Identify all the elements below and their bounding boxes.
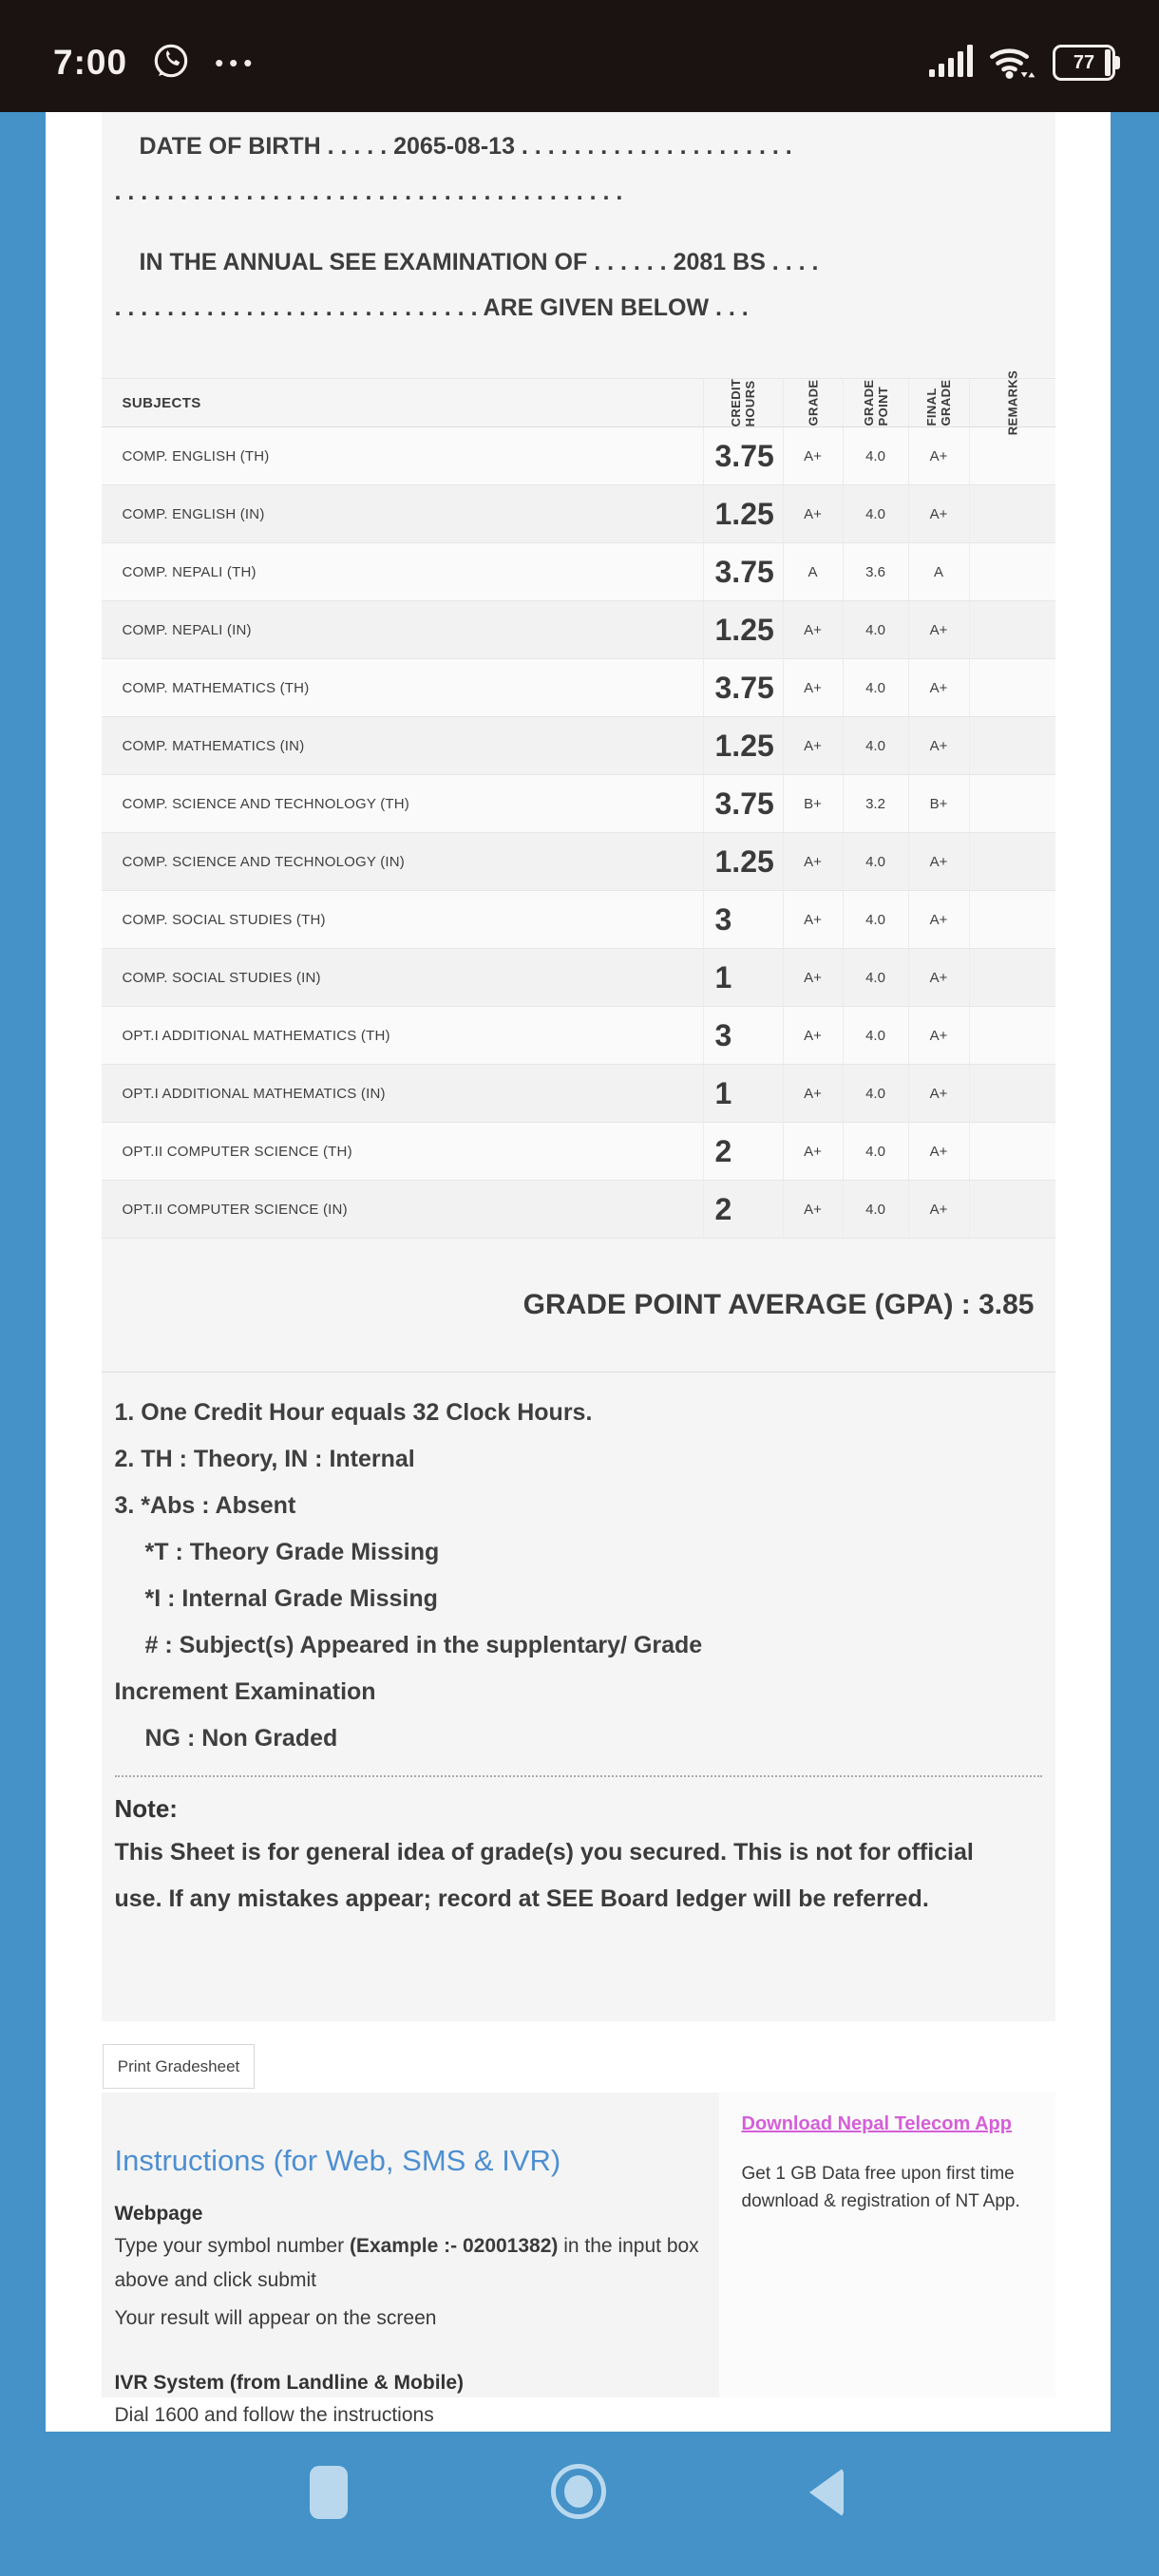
point-cell: 4.0 [843,1065,908,1122]
signal-strength-icon [929,45,973,82]
credit-cell: 3.75 [703,775,783,832]
table-body [102,427,1055,1239]
note-line: # : Subject(s) Appeared in the supplentary/ Grade [144,1632,703,1658]
battery-percent: 77 [1073,51,1095,73]
point-cell: 3.6 [843,543,908,600]
remarks-cell [969,1065,1055,1122]
grade-cell: A+ [783,1181,843,1238]
subject-cell: COMP. SOCIAL STUDIES (TH) [122,911,326,928]
subject-cell: COMP. SCIENCE AND TECHNOLOGY (TH) [122,795,409,812]
table-row [102,543,1055,601]
ivr-line: Dial 1600 and follow the instructions [114,2404,434,2426]
home-button-dot [564,2475,593,2508]
col-header-credit-hours: CREDIT HOURS [703,379,783,426]
final-cell: A+ [908,601,969,658]
note-title: Note: [114,1794,178,1823]
remarks-cell [969,891,1055,948]
credit-cell: 3.75 [703,543,783,600]
point-cell: 4.0 [843,601,908,658]
subject-cell: COMP. NEPALI (IN) [122,621,252,638]
grade-cell: A+ [783,891,843,948]
credit-cell: 1.25 [703,717,783,774]
subject-cell: COMP. MATHEMATICS (TH) [122,679,310,696]
credit-cell: 1.25 [703,833,783,890]
col-header-final-grade: FINAL GRADE [908,379,969,426]
grade-cell: A+ [783,601,843,658]
final-cell: A+ [908,717,969,774]
webpage-heading: Webpage [114,2203,203,2225]
subject-cell: COMP. ENGLISH (TH) [122,447,270,464]
promo-text: Get 1 GB Data free upon first time download & registration of NT App. [741,2164,1020,2211]
table-row [102,775,1055,833]
point-cell: 4.0 [843,949,908,1006]
note-body: This Sheet is for general idea of grade(s) you secured. This is not for official use. If any mistakes appear; record at SEE Board ledger will be referred. [114,1839,974,1912]
note-line: 3. *Abs : Absent [114,1492,296,1519]
final-cell: A+ [908,1065,969,1122]
whatsapp-notification-icon [152,42,190,85]
point-cell: 4.0 [843,833,908,890]
credit-cell: 2 [703,1181,783,1238]
battery-tip [1115,56,1120,69]
final-cell: A+ [908,427,969,484]
subject-cell: OPT.I ADDITIONAL MATHEMATICS (IN) [122,1085,386,1102]
point-cell: 4.0 [843,1007,908,1064]
remarks-cell [969,1181,1055,1238]
remarks-cell [969,1123,1055,1180]
point-cell: 4.0 [843,1181,908,1238]
table-row [102,891,1055,949]
more-notifications-icon: ••• [215,47,258,77]
remarks-cell [969,833,1055,890]
remarks-cell [969,949,1055,1006]
table-row [102,1007,1055,1065]
credit-cell: 3 [703,891,783,948]
col-header-grade: GRADE [783,379,843,426]
final-cell: A+ [908,1123,969,1180]
battery-icon [1053,45,1115,81]
grade-cell: A+ [783,485,843,542]
subject-cell: COMP. SCIENCE AND TECHNOLOGY (IN) [122,853,405,870]
home-button[interactable] [551,2464,606,2519]
point-cell: 4.0 [843,427,908,484]
grade-cell: A+ [783,1007,843,1064]
subject-cell: COMP. ENGLISH (IN) [122,505,265,522]
dob-line-1: DATE OF BIRTH . . . . . 2065-08-13 . . . . . . . . . . . . . . . . . . . . . [139,133,792,160]
grade-cell: A+ [783,717,843,774]
table-row [102,833,1055,891]
subject-cell: OPT.II COMPUTER SCIENCE (IN) [122,1201,348,1218]
grades-table [102,369,1055,1239]
table-row [102,601,1055,659]
gpa-text: GRADE POINT AVERAGE (GPA) : 3.85 [522,1289,1035,1320]
instructions-column [102,2093,719,2426]
instructions-title: Instructions (for Web, SMS & IVR) [114,2144,561,2177]
print-gradesheet-button[interactable]: Print Gradesheet [103,2044,255,2089]
grade-cell: A+ [783,1065,843,1122]
point-cell: 4.0 [843,659,908,716]
grade-cell: A+ [783,1123,843,1180]
grade-cell: A [783,543,843,600]
point-cell: 4.0 [843,891,908,948]
status-bar [0,0,1159,112]
credit-cell: 1.25 [703,601,783,658]
exam-line-1: IN THE ANNUAL SEE EXAMINATION OF . . . . . . 2081 BS . . . . [139,249,819,275]
grade-cell: A+ [783,427,843,484]
back-button[interactable] [809,2468,844,2517]
table-row [102,1065,1055,1123]
subject-cell: COMP. NEPALI (TH) [122,563,256,580]
final-cell: A [908,543,969,600]
recents-button[interactable] [310,2466,348,2519]
final-cell: A+ [908,1181,969,1238]
col-header-remarks: REMARKS [969,379,1055,426]
table-row [102,1123,1055,1181]
point-cell: 3.2 [843,775,908,832]
final-cell: A+ [908,949,969,1006]
credit-cell: 3.75 [703,427,783,484]
table-row [102,717,1055,775]
credit-cell: 1 [703,949,783,1006]
grade-cell: A+ [783,659,843,716]
table-row [102,949,1055,1007]
table-row [102,1181,1055,1239]
ivr-heading: IVR System (from Landline & Mobile) [114,2372,465,2394]
grade-cell: A+ [783,949,843,1006]
remarks-cell [969,543,1055,600]
grade-cell: A+ [783,833,843,890]
instructions-section [102,2093,1055,2426]
download-nt-app-link[interactable]: Download Nepal Telecom App [741,2113,1012,2134]
final-cell: A+ [908,659,969,716]
final-cell: A+ [908,485,969,542]
note-line: *T : Theory Grade Missing [144,1539,440,1565]
wifi-icon [988,41,1037,85]
promo-column [719,2093,1055,2397]
note-line: NG : Non Graded [144,1725,338,1752]
subject-cell: COMP. MATHEMATICS (IN) [122,737,305,754]
note-line: *I : Internal Grade Missing [144,1585,438,1612]
date-of-birth-text [102,112,1055,215]
col-header-subjects: SUBJECTS [122,394,201,411]
webpage-instruction-line: Type your symbol number (Example :- 02001382) in the input box above and click submit [114,2235,699,2291]
remarks-cell [969,659,1055,716]
dob-line-2: . . . . . . . . . . . . . . . . . . . . . . . . . . . . . . . . . . . . . . . [114,179,623,205]
remarks-cell [969,775,1055,832]
point-cell: 4.0 [843,717,908,774]
credit-cell: 1 [703,1065,783,1122]
battery-fill [1105,49,1111,76]
final-cell: A+ [908,833,969,890]
remarks-cell [969,1007,1055,1064]
table-row [102,427,1055,485]
exam-line-2: . . . . . . . . . . . . . . . . . . . . . . . . . . . . ARE GIVEN BELOW . . . [114,294,749,321]
notes-list [102,1373,1055,1762]
webpage-result-line: Your result will appear on the screen [114,2307,437,2329]
exam-year-text [102,239,1055,331]
remarks-cell [969,717,1055,774]
credit-cell: 1.25 [703,485,783,542]
subject-cell: COMP. SOCIAL STUDIES (IN) [122,969,321,986]
point-cell: 4.0 [843,485,908,542]
note-line: 1. One Credit Hour equals 32 Clock Hours. [114,1399,593,1426]
final-cell: A+ [908,1007,969,1064]
final-cell: B+ [908,775,969,832]
remarks-cell [969,427,1055,484]
browser-page [46,112,1111,2432]
subject-cell: OPT.I ADDITIONAL MATHEMATICS (TH) [122,1027,390,1044]
note-line: 2. TH : Theory, IN : Internal [114,1446,415,1472]
android-nav-bar [0,2432,1159,2576]
gpa-banner [102,1239,1055,1373]
point-cell: 4.0 [843,1123,908,1180]
credit-cell: 2 [703,1123,783,1180]
subject-cell: OPT.II COMPUTER SCIENCE (TH) [122,1143,352,1160]
final-cell: A+ [908,891,969,948]
credit-cell: 3.75 [703,659,783,716]
table-header-row [102,369,1055,436]
remarks-cell [969,601,1055,658]
remarks-cell [969,485,1055,542]
dotted-divider [115,1775,1042,1777]
table-row [102,485,1055,543]
note-line: Increment Examination [114,1678,376,1705]
credit-cell: 3 [703,1007,783,1064]
grade-cell: B+ [783,775,843,832]
table-row [102,659,1055,717]
clock: 7:00 [53,43,128,82]
col-header-grade-point: GRADE POINT [843,379,908,426]
gradesheet-card [102,112,1055,2021]
